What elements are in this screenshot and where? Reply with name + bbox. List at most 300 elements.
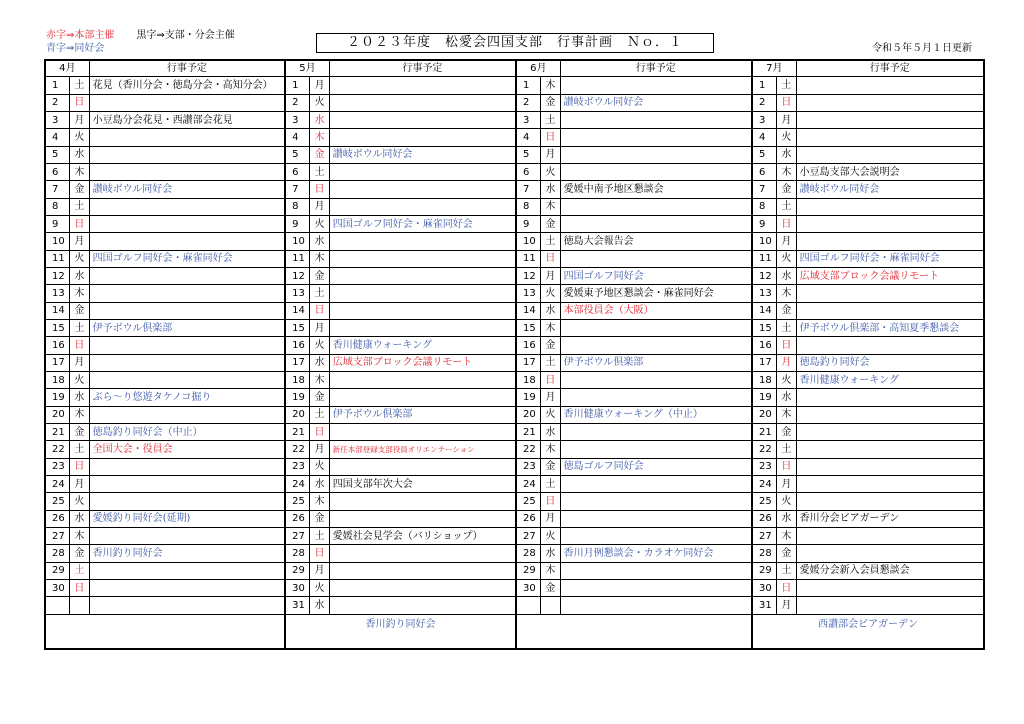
- event-cell: [796, 389, 984, 406]
- table-row: [45, 371, 984, 388]
- event-cell: 四国ゴルフ同好会・麻雀同好会: [329, 216, 516, 233]
- weekday-cell: 水: [70, 267, 89, 284]
- table-row: [45, 77, 984, 94]
- day-cell: 1: [516, 77, 541, 94]
- day-cell: 8: [752, 198, 777, 215]
- event-cell: [796, 458, 984, 475]
- day-cell: 13: [45, 285, 70, 302]
- weekday-cell: 木: [777, 406, 796, 423]
- event-cell: [89, 146, 285, 163]
- weekday-cell: 金: [310, 146, 329, 163]
- day-cell: 18: [516, 371, 541, 388]
- event-cell: [89, 354, 285, 371]
- weekday-cell: 日: [541, 250, 560, 267]
- day-cell: 28: [752, 545, 777, 562]
- weekday-cell: 火: [777, 129, 796, 146]
- weekday-cell: 日: [310, 302, 329, 319]
- weekday-cell: 金: [541, 579, 560, 596]
- day-cell: 10: [516, 233, 541, 250]
- day-cell: 18: [752, 371, 777, 388]
- day-cell: 14: [752, 302, 777, 319]
- weekday-cell: 月: [541, 389, 560, 406]
- weekday-cell: 土: [70, 319, 89, 336]
- weekday-cell: 土: [310, 285, 329, 302]
- event-cell: 香川健康ウォーキング: [329, 337, 516, 354]
- event-cell: [796, 198, 984, 215]
- weekday-cell: 土: [70, 562, 89, 579]
- weekday-cell: 木: [777, 527, 796, 544]
- event-cell: 香川分会ビアガーデン: [796, 510, 984, 527]
- month-header: 6月: [516, 60, 560, 77]
- event-cell: 香川釣り同好会: [89, 545, 285, 562]
- schedule-header: 行事予定: [560, 60, 752, 77]
- weekday-cell: 日: [777, 94, 796, 111]
- event-cell: 讃岐ボウル同好会: [560, 94, 752, 111]
- weekday-cell: 木: [541, 319, 560, 336]
- day-cell: 10: [45, 233, 70, 250]
- month-note: 香川釣り同好会: [285, 614, 516, 649]
- day-cell: 27: [516, 527, 541, 544]
- day-cell: 11: [285, 250, 310, 267]
- table-row: [45, 250, 984, 267]
- weekday-cell: 月: [541, 146, 560, 163]
- event-cell: [329, 94, 516, 111]
- event-cell: [796, 475, 984, 492]
- event-cell: [560, 510, 752, 527]
- table-row: [45, 597, 984, 614]
- event-cell: 讃岐ボウル同好会: [796, 181, 984, 198]
- weekday-cell: 月: [777, 112, 796, 129]
- event-cell: [89, 597, 285, 614]
- event-cell: [329, 267, 516, 284]
- event-cell: 伊予ボウル倶楽部: [329, 406, 516, 423]
- event-cell: 愛媛中南予地区懇談会: [560, 181, 752, 198]
- event-cell: [560, 129, 752, 146]
- event-cell: [89, 458, 285, 475]
- day-cell: 21: [285, 423, 310, 440]
- event-cell: [329, 423, 516, 440]
- page-title: ２０２３年度 松愛会四国支部 行事計画 Ｎｏ．１: [316, 33, 714, 53]
- event-cell: [89, 94, 285, 111]
- weekday-cell: 木: [310, 493, 329, 510]
- event-cell: 小豆島支部大会説明会: [796, 164, 984, 181]
- day-cell: 26: [516, 510, 541, 527]
- event-cell: [89, 493, 285, 510]
- weekday-cell: 火: [541, 285, 560, 302]
- table-row: [45, 579, 984, 596]
- event-cell: [89, 216, 285, 233]
- day-cell: 23: [285, 458, 310, 475]
- day-cell: 22: [45, 441, 70, 458]
- weekday-cell: 日: [541, 371, 560, 388]
- day-cell: 14: [45, 302, 70, 319]
- event-cell: [560, 319, 752, 336]
- day-cell: 28: [516, 545, 541, 562]
- day-cell: 1: [285, 77, 310, 94]
- event-cell: [796, 302, 984, 319]
- weekday-cell: 土: [70, 77, 89, 94]
- weekday-cell: 水: [310, 112, 329, 129]
- weekday-cell: 木: [541, 77, 560, 94]
- day-cell: 19: [516, 389, 541, 406]
- weekday-cell: 土: [541, 354, 560, 371]
- weekday-cell: 火: [70, 371, 89, 388]
- day-cell: 19: [285, 389, 310, 406]
- weekday-cell: 金: [70, 423, 89, 440]
- event-cell: [329, 198, 516, 215]
- weekday-cell: 水: [541, 423, 560, 440]
- weekday-cell: 土: [310, 527, 329, 544]
- table-row: [45, 233, 984, 250]
- day-cell: 5: [516, 146, 541, 163]
- event-cell: [560, 475, 752, 492]
- event-cell: 本部役員会（大阪）: [560, 302, 752, 319]
- event-cell: 広域支部ブロック会議リモート: [796, 267, 984, 284]
- event-cell: [560, 146, 752, 163]
- event-cell: [560, 250, 752, 267]
- day-cell: 5: [45, 146, 70, 163]
- weekday-cell: 土: [70, 441, 89, 458]
- day-cell: 10: [752, 233, 777, 250]
- day-cell: 29: [752, 562, 777, 579]
- weekday-cell: 月: [777, 475, 796, 492]
- day-cell: 5: [285, 146, 310, 163]
- day-cell: 16: [516, 337, 541, 354]
- weekday-cell: 日: [70, 458, 89, 475]
- event-cell: 徳島ゴルフ同好会: [560, 458, 752, 475]
- day-cell: 4: [285, 129, 310, 146]
- weekday-cell: 月: [70, 112, 89, 129]
- weekday-cell: 水: [777, 146, 796, 163]
- weekday-cell: 土: [777, 562, 796, 579]
- day-cell: 25: [285, 493, 310, 510]
- event-cell: [329, 579, 516, 596]
- event-cell: 新任本部登録支部役員オリエンテーション: [329, 441, 516, 458]
- day-cell: 1: [752, 77, 777, 94]
- weekday-cell: 火: [310, 94, 329, 111]
- event-cell: [796, 77, 984, 94]
- table-row: [45, 319, 984, 336]
- weekday-cell: 土: [777, 198, 796, 215]
- event-cell: [89, 527, 285, 544]
- event-cell: [560, 112, 752, 129]
- table-row: [45, 545, 984, 562]
- weekday-cell: 金: [70, 181, 89, 198]
- weekday-cell: 金: [777, 545, 796, 562]
- event-cell: 愛媛社会見学会（バリショップ）: [329, 527, 516, 544]
- weekday-cell: 土: [310, 406, 329, 423]
- day-cell: 30: [752, 579, 777, 596]
- weekday-cell: 月: [70, 475, 89, 492]
- weekday-cell: 火: [70, 493, 89, 510]
- weekday-cell: 火: [70, 129, 89, 146]
- event-cell: [89, 337, 285, 354]
- weekday-cell: 木: [310, 371, 329, 388]
- weekday-cell: 水: [310, 233, 329, 250]
- event-cell: [89, 406, 285, 423]
- day-cell: [45, 597, 70, 614]
- weekday-cell: 木: [777, 285, 796, 302]
- event-cell: [89, 285, 285, 302]
- weekday-cell: 木: [70, 285, 89, 302]
- event-cell: [89, 164, 285, 181]
- day-cell: 18: [45, 371, 70, 388]
- event-cell: [796, 493, 984, 510]
- event-cell: [560, 579, 752, 596]
- event-cell: [796, 146, 984, 163]
- day-cell: 26: [45, 510, 70, 527]
- weekday-cell: 水: [310, 475, 329, 492]
- weekday-cell: 土: [310, 164, 329, 181]
- table-row: [45, 112, 984, 129]
- day-cell: 15: [516, 319, 541, 336]
- event-cell: [796, 406, 984, 423]
- day-cell: 3: [752, 112, 777, 129]
- day-cell: 8: [516, 198, 541, 215]
- table-row: [45, 129, 984, 146]
- weekday-cell: 月: [541, 267, 560, 284]
- weekday-cell: 水: [70, 510, 89, 527]
- day-cell: 13: [752, 285, 777, 302]
- event-cell: [560, 441, 752, 458]
- weekday-cell: 土: [777, 319, 796, 336]
- event-cell: [560, 389, 752, 406]
- event-cell: [329, 250, 516, 267]
- event-cell: 讃岐ボウル同好会: [89, 181, 285, 198]
- day-cell: 2: [45, 94, 70, 111]
- day-cell: 31: [285, 597, 310, 614]
- event-cell: 香川健康ウォーキング（中止）: [560, 406, 752, 423]
- event-cell: [329, 77, 516, 94]
- day-cell: 24: [752, 475, 777, 492]
- day-cell: 16: [285, 337, 310, 354]
- event-cell: [796, 337, 984, 354]
- event-cell: 讃岐ボウル同好会: [329, 146, 516, 163]
- table-row: [45, 475, 984, 492]
- weekday-cell: 水: [70, 389, 89, 406]
- event-cell: [89, 267, 285, 284]
- event-cell: 伊予ボウル倶楽部: [89, 319, 285, 336]
- day-cell: 24: [516, 475, 541, 492]
- day-cell: 6: [45, 164, 70, 181]
- weekday-cell: 木: [70, 406, 89, 423]
- weekday-cell: 火: [541, 527, 560, 544]
- day-cell: 15: [45, 319, 70, 336]
- day-cell: 2: [285, 94, 310, 111]
- day-cell: 17: [285, 354, 310, 371]
- updated-date: 令和５年５月１日更新: [872, 43, 972, 54]
- weekday-cell: 水: [541, 302, 560, 319]
- table-row: [45, 164, 984, 181]
- event-cell: [796, 112, 984, 129]
- weekday-cell: 水: [310, 597, 329, 614]
- weekday-cell: 日: [70, 579, 89, 596]
- day-cell: 15: [285, 319, 310, 336]
- day-cell: 20: [285, 406, 310, 423]
- weekday-cell: 日: [777, 216, 796, 233]
- schedule-table: [44, 59, 985, 650]
- day-cell: 13: [516, 285, 541, 302]
- legend-red: 赤字⇒本部主催: [46, 30, 115, 41]
- weekday-cell: 火: [310, 337, 329, 354]
- event-cell: [329, 562, 516, 579]
- weekday-cell: 火: [541, 406, 560, 423]
- day-cell: 6: [516, 164, 541, 181]
- weekday-cell: 月: [310, 77, 329, 94]
- weekday-cell: 火: [777, 371, 796, 388]
- table-row: [45, 146, 984, 163]
- month-header: 4月: [45, 60, 89, 77]
- weekday-cell: 木: [310, 250, 329, 267]
- weekday-cell: 日: [310, 545, 329, 562]
- event-cell: [560, 371, 752, 388]
- table-row: [45, 337, 984, 354]
- table-row: [45, 562, 984, 579]
- day-cell: 10: [285, 233, 310, 250]
- day-cell: 12: [516, 267, 541, 284]
- day-cell: 21: [45, 423, 70, 440]
- weekday-cell: 月: [310, 198, 329, 215]
- day-cell: 30: [45, 579, 70, 596]
- day-cell: 25: [752, 493, 777, 510]
- day-cell: 30: [285, 579, 310, 596]
- event-cell: 花見（香川分会・徳島分会・高知分会）: [89, 77, 285, 94]
- table-row: [45, 216, 984, 233]
- event-cell: [89, 129, 285, 146]
- event-cell: [329, 510, 516, 527]
- day-cell: 9: [516, 216, 541, 233]
- event-cell: [329, 285, 516, 302]
- event-cell: [560, 216, 752, 233]
- event-cell: [796, 233, 984, 250]
- event-cell: [329, 302, 516, 319]
- weekday-cell: 金: [541, 337, 560, 354]
- weekday-cell: 火: [310, 216, 329, 233]
- event-cell: [560, 562, 752, 579]
- day-cell: 9: [285, 216, 310, 233]
- weekday-cell: 金: [777, 181, 796, 198]
- day-cell: 27: [45, 527, 70, 544]
- weekday-cell: 金: [541, 458, 560, 475]
- weekday-cell: 月: [777, 354, 796, 371]
- event-cell: 広域支部ブロック会議リモート: [329, 354, 516, 371]
- legend-black: 黒字⇒支部・分会主催: [136, 30, 235, 41]
- month-header: 5月: [285, 60, 329, 77]
- table-row: [45, 94, 984, 111]
- weekday-cell: 水: [777, 510, 796, 527]
- weekday-cell: 土: [777, 77, 796, 94]
- event-cell: [329, 112, 516, 129]
- event-cell: [796, 579, 984, 596]
- weekday-cell: 月: [310, 562, 329, 579]
- weekday-cell: 土: [541, 112, 560, 129]
- weekday-cell: 月: [777, 597, 796, 614]
- day-cell: 16: [752, 337, 777, 354]
- day-cell: 21: [752, 423, 777, 440]
- weekday-cell: 火: [777, 250, 796, 267]
- day-cell: 19: [45, 389, 70, 406]
- weekday-cell: 金: [310, 267, 329, 284]
- event-cell: ぶら～り悠遊タケノコ掘り: [89, 389, 285, 406]
- table-row: [45, 423, 984, 440]
- weekday-cell: 木: [70, 527, 89, 544]
- day-cell: 20: [516, 406, 541, 423]
- event-cell: 香川月例懇談会・カラオケ同好会: [560, 545, 752, 562]
- event-cell: [796, 423, 984, 440]
- weekday-cell: 木: [70, 164, 89, 181]
- weekday-cell: 木: [541, 198, 560, 215]
- weekday-cell: 日: [310, 423, 329, 440]
- day-cell: 23: [516, 458, 541, 475]
- event-cell: 徳島釣り同好会（中止）: [89, 423, 285, 440]
- event-cell: [329, 493, 516, 510]
- event-cell: 四国支部年次大会: [329, 475, 516, 492]
- weekday-cell: 金: [777, 302, 796, 319]
- day-cell: 22: [752, 441, 777, 458]
- event-cell: [329, 545, 516, 562]
- day-cell: 5: [752, 146, 777, 163]
- table-row: [45, 527, 984, 544]
- weekday-cell: 金: [70, 302, 89, 319]
- day-cell: 14: [285, 302, 310, 319]
- day-cell: 26: [285, 510, 310, 527]
- weekday-cell: 月: [541, 510, 560, 527]
- event-cell: [89, 233, 285, 250]
- day-cell: 20: [45, 406, 70, 423]
- event-cell: [329, 389, 516, 406]
- event-cell: [560, 164, 752, 181]
- weekday-cell: 日: [70, 216, 89, 233]
- day-cell: 12: [285, 267, 310, 284]
- weekday-cell: 土: [541, 233, 560, 250]
- table-row: [45, 198, 984, 215]
- month-note: [516, 614, 752, 649]
- day-cell: [516, 597, 541, 614]
- table-row: [45, 441, 984, 458]
- table-row: [45, 389, 984, 406]
- weekday-cell: 日: [777, 458, 796, 475]
- day-cell: 4: [752, 129, 777, 146]
- weekday-cell: 日: [777, 337, 796, 354]
- event-cell: [560, 493, 752, 510]
- table-row: [45, 493, 984, 510]
- weekday-cell: 水: [777, 389, 796, 406]
- event-cell: [796, 94, 984, 111]
- weekday-cell: 土: [777, 441, 796, 458]
- event-cell: [89, 198, 285, 215]
- day-cell: 22: [516, 441, 541, 458]
- table-row: [45, 285, 984, 302]
- event-cell: [796, 597, 984, 614]
- day-cell: 4: [516, 129, 541, 146]
- event-cell: [89, 475, 285, 492]
- weekday-cell: 月: [70, 233, 89, 250]
- day-cell: 29: [45, 562, 70, 579]
- event-cell: 徳島釣り同好会: [796, 354, 984, 371]
- event-cell: [796, 545, 984, 562]
- weekday-cell: 木: [541, 441, 560, 458]
- weekday-cell: 日: [541, 493, 560, 510]
- weekday-cell: 土: [70, 198, 89, 215]
- weekday-cell: 金: [70, 545, 89, 562]
- event-cell: [560, 77, 752, 94]
- day-cell: 12: [45, 267, 70, 284]
- event-cell: [560, 337, 752, 354]
- schedule-header: 行事予定: [329, 60, 516, 77]
- day-cell: 31: [752, 597, 777, 614]
- event-cell: [560, 527, 752, 544]
- day-cell: 25: [516, 493, 541, 510]
